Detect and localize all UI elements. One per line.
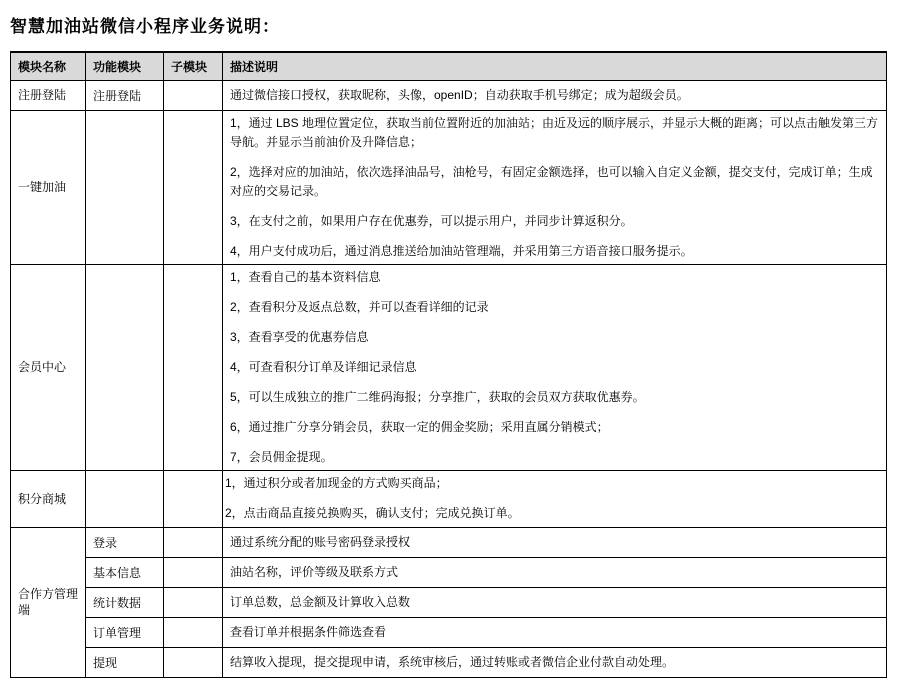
description-paragraph: 2，选择对应的加油站，依次选择油品号，油枪号，有固定金额选择，也可以输入自定义金额，提交支付，完成订单；生成对应的交易记录。 [230,164,873,198]
description-paragraph: 6，通过推广分享分销会员，获取一定的佣金奖励；采用直属分销模式； [230,419,609,434]
description-cell-onekey-fuel [223,110,887,264]
module-cell-member-center: 会员中心 [11,264,86,470]
table-row-partner-login [11,527,887,557]
feature-cell-partner-order-mgmt: 订单管理 [86,617,164,647]
submodule-cell-onekey-fuel [164,110,223,264]
description-paragraph: 3，在支付之前，如果用户存在优惠券，可以提示用户，并同步计算返积分。 [230,213,633,228]
submodule-cell-member-center [164,264,223,470]
submodule-cell-partner-basic-info [164,557,223,587]
feature-cell-onekey-fuel [86,110,164,264]
column-header-description: 描述说明 [223,52,887,80]
feature-cell-partner-basic-info: 基本信息 [86,557,164,587]
module-cell-points-mall: 积分商城 [11,470,86,527]
description-cell-partner-login [223,527,887,557]
description-cell-partner-basic-info [223,557,887,587]
column-header-module: 模块名称 [11,52,86,80]
table-row-partner-statistics [11,587,887,617]
submodule-cell-points-mall [164,470,223,527]
description-cell-partner-withdraw [223,647,887,677]
description-paragraph: 通过微信接口授权，获取昵称，头像，openID；自动获取手机号绑定；成为超级会员。 [230,87,689,102]
table-row-partner-order-mgmt [11,617,887,647]
description-paragraph: 查看订单并根据条件筛选查看 [230,624,387,639]
description-cell-member-center [223,264,887,470]
table-row-partner-basic-info [11,557,887,587]
submodule-cell-partner-login [164,527,223,557]
business-spec-table [10,51,887,678]
description-cell-register [223,80,887,110]
table-row-points-mall [11,470,887,527]
description-paragraph: 1，通过积分或者加现金的方式购买商品； [225,476,448,490]
table-row-member-center [11,264,887,470]
table-header-row [11,52,887,80]
feature-cell-register: 注册登陆 [86,80,164,110]
table-row-register [11,80,887,110]
description-paragraph: 订单总数，总金额及计算收入总数 [230,594,411,609]
description-paragraph: 1，查看自己的基本资料信息 [230,269,381,284]
feature-cell-member-center [86,264,164,470]
column-header-feature: 功能模块 [86,52,164,80]
description-paragraph: 2，点击商品直接兑换购买，确认支付；完成兑换订单。 [225,506,520,520]
submodule-cell-partner-statistics [164,587,223,617]
submodule-cell-partner-order-mgmt [164,617,223,647]
description-paragraph: 4，用户支付成功后，通过消息推送给加油站管理端，并采用第三方语音接口服务提示。 [230,243,693,258]
feature-cell-partner-login: 登录 [86,527,164,557]
description-cell-partner-statistics [223,587,887,617]
module-cell-partner-admin: 合作方管理端 [11,527,86,677]
description-paragraph: 7，会员佣金提现。 [230,449,333,464]
description-paragraph: 油站名称，评价等级及联系方式 [230,564,399,579]
description-paragraph: 3，查看享受的优惠券信息 [230,329,369,344]
description-cell-partner-order-mgmt [223,617,887,647]
column-header-submodule: 子模块 [164,52,223,80]
description-paragraph: 1，通过 LBS 地理位置定位，获取当前位置附近的加油站；由近及远的顺序展示，并显示大概的距离；可以点击触发第三方导航。并显示当前油价及升降信息； [230,115,879,149]
description-cell-points-mall [223,470,887,527]
feature-cell-points-mall [86,470,164,527]
submodule-cell-register [164,80,223,110]
submodule-cell-partner-withdraw [164,647,223,677]
description-paragraph: 4，可查看积分订单及详细记录信息 [230,359,417,374]
table-row-onekey-fuel [11,110,887,264]
module-cell-register: 注册登陆 [11,80,86,110]
feature-cell-partner-withdraw: 提现 [86,647,164,677]
description-paragraph: 结算收入提现，提交提现申请，系统审核后，通过转账或者微信企业付款自动处理。 [230,654,675,669]
table-row-partner-withdraw [11,647,887,677]
description-paragraph: 通过系统分配的账号密码登录授权 [230,534,411,549]
description-paragraph: 2，查看积分及返点总数，并可以查看详细的记录 [230,299,489,314]
module-cell-onekey-fuel: 一键加油 [11,110,86,264]
feature-cell-partner-statistics: 统计数据 [86,587,164,617]
page-title: 智慧加油站微信小程序业务说明： [10,17,280,36]
description-paragraph: 5，可以生成独立的推广二维码海报；分享推广，获取的会员双方获取优惠券。 [230,389,645,404]
